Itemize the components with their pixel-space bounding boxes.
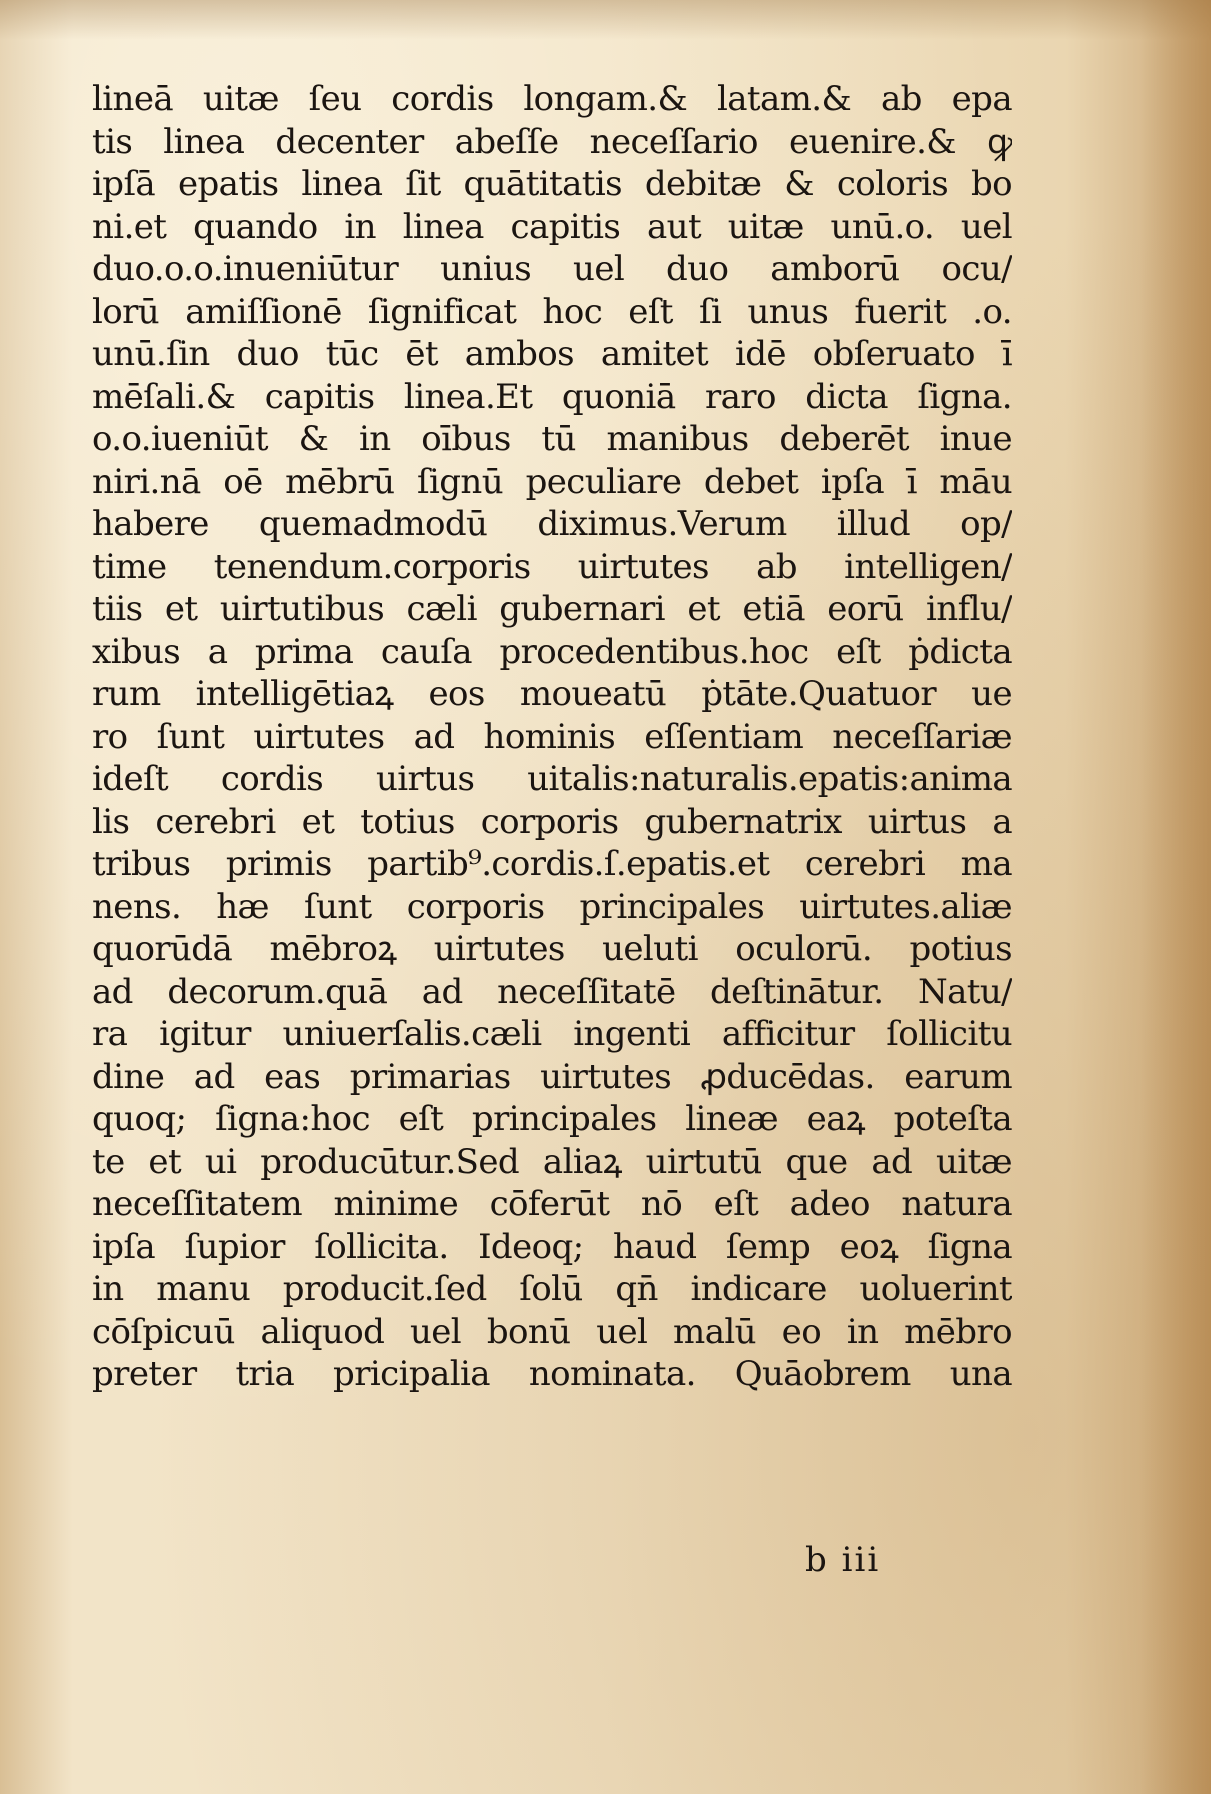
text-line: dine ad eas primarias uirtutes ꝓducēdas. earum	[92, 1056, 1012, 1097]
text-line: tis linea decenter abeſſe neceſſario euenire.& ꝙ	[92, 121, 1012, 162]
text-line: quorūdā mēbroꝝ uirtutes ueluti oculorū. potius	[92, 929, 1012, 969]
body-text	[92, 78, 1012, 1396]
text-line: o.o.iueniūt & in oībus tū manibus deberēt inue	[92, 419, 1012, 459]
text-line: te et ui producūtur.Sed aliaꝝ uirtutū que ad uitæ	[92, 1141, 1012, 1182]
text-line: tiis et uirtutibus cæli gubernari et etiā eorū influ/	[92, 589, 1012, 629]
text-line: xibus a prima cauſa procedentibus.hoc eſt ṗdicta	[92, 631, 1012, 672]
right-edge-stain	[1141, 0, 1211, 1794]
text-line: mēſali.& capitis linea.Et quoniā raro dicta ſigna.	[92, 376, 1012, 417]
top-edge-stain	[0, 0, 1211, 40]
text-line: lorū amiſſionē ſignificat hoc eſt ſi unus fuerit .o.	[92, 291, 1012, 332]
text-line: ideſt cordis uirtus uitalis:naturalis.epatis:anima	[92, 759, 1012, 799]
text-line: neceſſitatem minime cōferūt nō eſt adeo natura	[92, 1184, 1012, 1224]
text-line: ipſa ſupior ſollicita. Ideoq; haud ſemp eoꝝ ſigna	[92, 1226, 1012, 1267]
text-line: tribus primis partib⁹.cordis.ſ.epatis.et cerebri ma	[92, 844, 1012, 884]
text-line: ro ſunt uirtutes ad hominis eſſentiam neceſſariæ	[92, 716, 1012, 757]
text-line: in manu producit.ſed ſolū qn̄ indicare uoluerint	[92, 1269, 1012, 1309]
text-line: ra igitur uniuerſalis.cæli ingenti afficitur ſollicitu	[92, 1014, 1012, 1054]
text-line: nens. hæ ſunt corporis principales uirtutes.aliæ	[92, 886, 1012, 927]
text-line: ni.et quando in linea capitis aut uitæ unū.o. uel	[92, 206, 1012, 247]
text-line: niri.nā oē mēbrū ſignū peculiare debet ipſa ī māu	[92, 461, 1012, 502]
text-line: lis cerebri et totius corporis gubernatrix uirtus a	[92, 801, 1012, 842]
text-line: lineā uitæ ſeu cordis longam.& latam.& ab epa	[92, 79, 1012, 119]
text-line: ipſā epatis linea ſit quātitatis debitæ & coloris bo	[92, 164, 1012, 204]
text-line: duo.o.o.inueniūtur unius uel duo amborū ocu/	[92, 249, 1012, 289]
text-line: unū.ſin duo tūc ēt ambos amitet idē obſeruato ī	[92, 334, 1012, 374]
text-line: quoq; ſigna:hoc eſt principales lineæ eaꝝ poteſta	[92, 1099, 1012, 1139]
text-line: time tenendum.corporis uirtutes ab intelligen/	[92, 546, 1012, 587]
text-line: habere quemadmodū diximus.Verum illud op/	[92, 504, 1012, 544]
text-line: ad decorum.quā ad neceſſitatē deſtinātur. Natu/	[92, 971, 1012, 1012]
text-line: cōſpicuū aliquod uel bonū uel malū eo in mēbro	[92, 1311, 1012, 1352]
signature-mark: b iii	[805, 1540, 881, 1580]
text-line: rum intelligētiaꝝ eos moueatū ṗtāte.Quatuor ue	[92, 674, 1012, 714]
text-line: preter tria pricipalia nominata. Quāobrem una	[92, 1354, 1012, 1394]
